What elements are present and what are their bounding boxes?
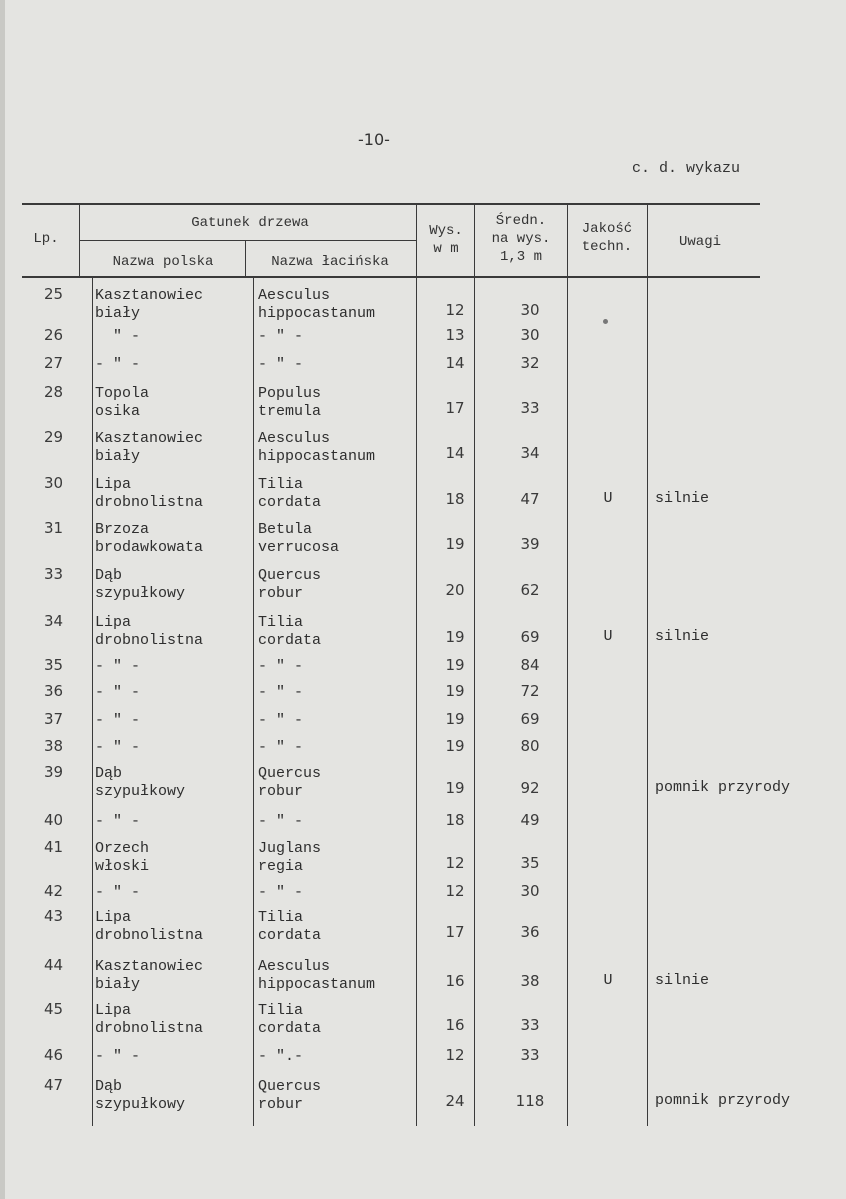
- remarks-value: pomnik przyrody: [655, 1092, 791, 1109]
- diameter-value: 72: [520, 682, 540, 700]
- latin-name: Populus tremula: [258, 385, 322, 420]
- polish-name: - " -: [95, 684, 141, 701]
- latin-name: Betula verrucosa: [258, 521, 340, 556]
- polish-name: Brzoza brodawkowata: [95, 521, 204, 556]
- latin-name: - " -: [258, 884, 304, 901]
- latin-name: Aesculus hippocastanum: [258, 287, 376, 322]
- diameter-value: 49: [520, 811, 540, 829]
- height-value: 19: [445, 682, 465, 700]
- latin-name: - ".-: [258, 1048, 304, 1065]
- row-number: 41: [44, 838, 64, 856]
- polish-name: - " -: [95, 884, 141, 901]
- row-number: 46: [44, 1046, 64, 1064]
- height-value: 12: [445, 882, 465, 900]
- table-row: [0, 907, 846, 947]
- table-row: [0, 474, 846, 514]
- quality-value: U: [603, 972, 613, 989]
- diameter-value: 33: [520, 1016, 540, 1034]
- table-row: [0, 519, 846, 559]
- polish-name: " -: [95, 328, 141, 345]
- polish-name: - " -: [95, 739, 141, 756]
- table-row: [0, 428, 846, 468]
- row-number: 35: [44, 656, 64, 674]
- polish-name: Lipa drobnolistna: [95, 614, 204, 649]
- height-value: 12: [445, 1046, 465, 1064]
- latin-name: Aesculus hippocastanum: [258, 430, 376, 465]
- table-row: [0, 956, 846, 996]
- height-value: 14: [445, 354, 465, 372]
- header-quality-line2: techn.: [581, 239, 633, 255]
- row-number: 33: [44, 565, 64, 583]
- remarks-value: silnie: [655, 490, 710, 507]
- continuation-note: c. d. wykazu: [632, 160, 741, 177]
- row-number: 30: [44, 474, 64, 492]
- height-value: 13: [445, 326, 465, 344]
- diameter-value: 38: [520, 972, 540, 990]
- header-diameter-line2: na wys.: [491, 231, 551, 247]
- row-number: 34: [44, 612, 64, 630]
- header-height: [418, 222, 474, 258]
- height-value: 19: [445, 628, 465, 646]
- diameter-value: 36: [520, 923, 540, 941]
- polish-name: Orzech włoski: [95, 840, 150, 875]
- table-row: [0, 763, 846, 803]
- page-number: -10-: [358, 130, 390, 149]
- row-number: 26: [44, 326, 64, 344]
- polish-name: Lipa drobnolistna: [95, 476, 204, 511]
- diameter-value: 30: [520, 326, 540, 344]
- header-species-group: Gatunek drzewa: [191, 215, 309, 231]
- row-number: 38: [44, 737, 64, 755]
- height-value: 16: [445, 1016, 465, 1034]
- height-value: 12: [445, 301, 465, 319]
- table-row: [0, 612, 846, 652]
- row-number: 39: [44, 763, 64, 781]
- row-number: 27: [44, 354, 64, 372]
- header-diameter-line3: 1,3 m: [499, 249, 542, 265]
- polish-name: Lipa drobnolistna: [95, 909, 204, 944]
- polish-name: - " -: [95, 1048, 141, 1065]
- diameter-value: 69: [520, 628, 540, 646]
- height-value: 19: [445, 779, 465, 797]
- header-diameter: [476, 212, 566, 266]
- row-number: 37: [44, 710, 64, 728]
- diameter-value: 39: [520, 535, 540, 553]
- diameter-value: 118: [515, 1092, 545, 1110]
- latin-name: - " -: [258, 658, 304, 675]
- divider-lp: [79, 205, 80, 277]
- row-number: 44: [44, 956, 64, 974]
- height-value: 19: [445, 737, 465, 755]
- row-number: 36: [44, 682, 64, 700]
- header-lp: Lp.: [33, 231, 59, 247]
- height-value: 18: [445, 490, 465, 508]
- height-value: 12: [445, 854, 465, 872]
- polish-name: - " -: [95, 658, 141, 675]
- polish-name: Lipa drobnolistna: [95, 1002, 204, 1037]
- diameter-value: 69: [520, 710, 540, 728]
- remarks-value: silnie: [655, 972, 710, 989]
- latin-name: - " -: [258, 356, 304, 373]
- header-height-line2: w m: [433, 241, 459, 257]
- diameter-value: 47: [520, 490, 540, 508]
- table-header-rule: [22, 276, 760, 278]
- polish-name: Kasztanowiec biały: [95, 287, 204, 322]
- height-value: 20: [445, 581, 465, 599]
- diameter-value: 84: [520, 656, 540, 674]
- latin-name: Tilia cordata: [258, 614, 322, 649]
- header-diameter-line1: Średn.: [495, 213, 547, 229]
- polish-name: Kasztanowiec biały: [95, 958, 204, 993]
- table-row: [0, 1000, 846, 1040]
- header-height-line1: Wys.: [429, 223, 463, 239]
- diameter-value: 33: [520, 1046, 540, 1064]
- latin-name: Quercus robur: [258, 1078, 322, 1113]
- quality-value: U: [603, 490, 613, 507]
- height-value: 18: [445, 811, 465, 829]
- remarks-value: silnie: [655, 628, 710, 645]
- diameter-value: 35: [520, 854, 540, 872]
- latin-name: - " -: [258, 813, 304, 830]
- table-top-rule: [22, 203, 760, 205]
- table-row: [0, 383, 846, 423]
- latin-name: Tilia cordata: [258, 909, 322, 944]
- latin-name: - " -: [258, 712, 304, 729]
- ink-mark: [603, 319, 608, 324]
- latin-name: Quercus robur: [258, 765, 322, 800]
- header-remarks: Uwagi: [678, 234, 721, 250]
- polish-name: Dąb szypułkowy: [95, 567, 186, 602]
- diameter-value: 33: [520, 399, 540, 417]
- polish-name: Dąb szypułkowy: [95, 1078, 186, 1113]
- header-quality-line1: Jakość: [581, 221, 633, 237]
- height-value: 19: [445, 656, 465, 674]
- height-value: 17: [445, 399, 465, 417]
- latin-name: Tilia cordata: [258, 1002, 322, 1037]
- latin-name: Quercus robur: [258, 567, 322, 602]
- row-number: 45: [44, 1000, 64, 1018]
- row-number: 29: [44, 428, 64, 446]
- row-number: 43: [44, 907, 64, 925]
- diameter-value: 62: [520, 581, 540, 599]
- diameter-value: 34: [520, 444, 540, 462]
- header-polish-name: Nazwa polska: [112, 254, 214, 270]
- row-number: 25: [44, 285, 64, 303]
- row-number: 47: [44, 1076, 64, 1094]
- polish-name: - " -: [95, 356, 141, 373]
- species-subheader-rule: [80, 240, 416, 241]
- table-row: [0, 1076, 846, 1116]
- row-number: 28: [44, 383, 64, 401]
- diameter-value: 80: [520, 737, 540, 755]
- polish-name: Topola osika: [95, 385, 150, 420]
- diameter-value: 30: [520, 882, 540, 900]
- diameter-value: 32: [520, 354, 540, 372]
- row-number: 42: [44, 882, 64, 900]
- polish-name: Dąb szypułkowy: [95, 765, 186, 800]
- height-value: 19: [445, 710, 465, 728]
- height-value: 24: [445, 1092, 465, 1110]
- row-number: 31: [44, 519, 64, 537]
- polish-name: - " -: [95, 813, 141, 830]
- height-value: 14: [445, 444, 465, 462]
- table-row: [0, 838, 846, 878]
- latin-name: Juglans regia: [258, 840, 322, 875]
- latin-name: - " -: [258, 684, 304, 701]
- latin-name: - " -: [258, 739, 304, 756]
- diameter-value: 92: [520, 779, 540, 797]
- quality-value: U: [603, 628, 613, 645]
- table-row: [0, 565, 846, 605]
- latin-name: Aesculus hippocastanum: [258, 958, 376, 993]
- remarks-value: pomnik przyrody: [655, 779, 791, 796]
- header-quality: [568, 220, 646, 256]
- height-value: 19: [445, 535, 465, 553]
- latin-name: - " -: [258, 328, 304, 345]
- height-value: 17: [445, 923, 465, 941]
- row-number: 40: [44, 811, 64, 829]
- height-value: 16: [445, 972, 465, 990]
- polish-name: - " -: [95, 712, 141, 729]
- header-latin-name: Nazwa łacińska: [271, 254, 389, 270]
- latin-name: Tilia cordata: [258, 476, 322, 511]
- diameter-value: 30: [520, 301, 540, 319]
- table-row: [0, 285, 846, 325]
- polish-name: Kasztanowiec biały: [95, 430, 204, 465]
